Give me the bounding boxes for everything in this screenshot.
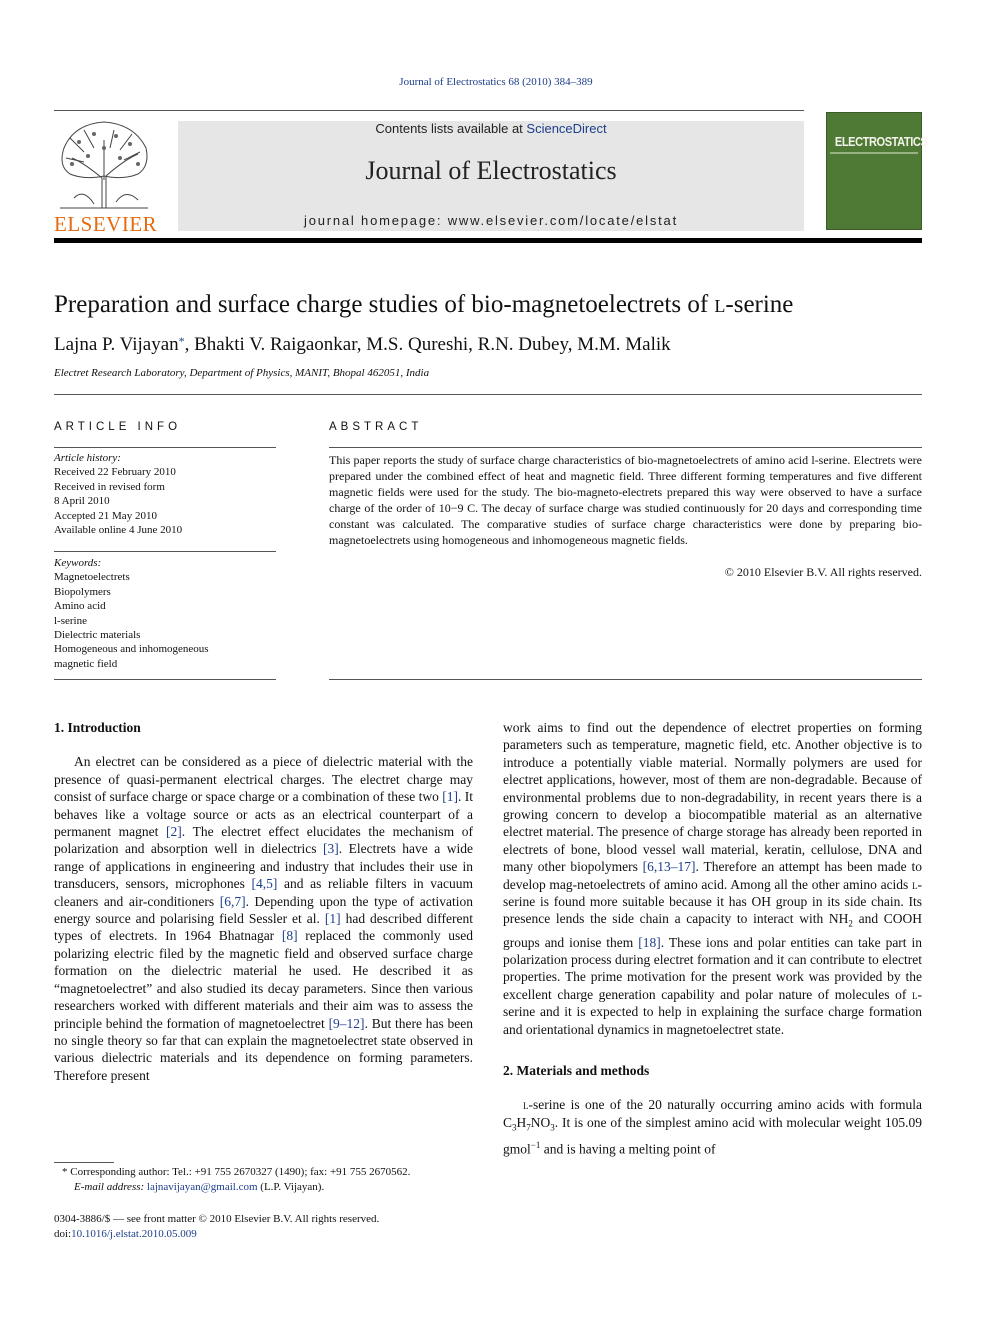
article-title: Preparation and surface charge studies of bio-magnetoelectrets of l-serine	[54, 291, 794, 318]
cover-decoration	[830, 152, 918, 154]
body-column-left	[54, 719, 473, 1084]
history-item: Accepted 21 May 2010	[54, 509, 157, 522]
journal-homepage[interactable]: journal homepage: www.elsevier.com/locate/elstat	[304, 213, 678, 228]
history-label: Article history:	[54, 452, 121, 464]
keyword: l-serine	[54, 614, 87, 627]
abstract-rule	[329, 447, 922, 448]
intro-paragraph-continued: work aims to find out the dependence of electret properties on forming parameters such as temperature, magnetic field, etc. Another objective is to introduce a potentially viable material. Normally polymers are used for electret applications, however, most of them are non-degradable. Because of environmental problems due to non-degradability, in recent years there is a growing concern to develop a biocompatible material as an alternative electret material. The presence of charge storage has already been reported in electrets of bone, blood vessel wall material, keratin, cellulose, DNA and many other biopolymers [6,13–17]. Therefore an attempt has been made to develop mag-netoelectrets of amino acid. Among all the other amino acids l-serine is found more suitable because it has OH group in its side chain. Its presence lends the side chain a capacity to interact with $NH_2$ and COOH groups and ionise them [18]. These ions and polar entities can take part in polarization process during electret formation and it can contribute to electret properties. The prime motivation for the present work was provided by the excellent charge generation capability and polar nature of molecules of l-serine and it is expected to help in explaining the surface charge formation and orientational dynamics in magnetoelectret state.	[503, 720, 923, 1037]
author-list: Lajna P. Vijayan*, Bhakti V. Raigaonkar, M.S. Qureshi, R.N. Dubey, M.M. Malik	[54, 334, 671, 355]
keyword: magnetic field	[54, 657, 118, 670]
methods-heading: 2. Materials and methods	[503, 1063, 650, 1078]
journal-cover-image	[826, 112, 928, 230]
keywords-label: Keywords:	[54, 557, 102, 569]
keyword: Dielectric materials	[54, 629, 141, 642]
doi-link[interactable]: 10.1016/j.elstat.2010.05.009	[71, 1228, 197, 1240]
issn-line: 0304-3886/$ — see front matter © 2010 Elsevier B.V. All rights reserved.	[54, 1213, 380, 1225]
contents-line: Contents lists available at ScienceDirect	[375, 121, 607, 136]
keywords-rule	[54, 551, 276, 552]
running-head[interactable]: Journal of Electrostatics 68 (2010) 384–389	[399, 76, 593, 88]
email-line: E-mail address: lajnavijayan@gmail.com (L.P. Vijayan).	[74, 1181, 325, 1193]
abstract-heading: ABSTRACT	[329, 421, 423, 433]
article-info-rule	[54, 447, 276, 448]
footnote-rule	[54, 1162, 114, 1163]
keyword: Homogeneous and inhomogeneous	[54, 643, 209, 656]
top-rule	[54, 110, 804, 111]
article-history	[54, 451, 276, 537]
cover-title: ELECTROSTATICS	[834, 134, 928, 149]
history-item: 8 April 2010	[54, 495, 110, 508]
email-link[interactable]: lajnavijayan@gmail.com	[146, 1181, 258, 1193]
keyword: Biopolymers	[54, 585, 111, 598]
bottom-meta	[54, 1212, 484, 1242]
history-item: Available online 4 June 2010	[54, 524, 183, 537]
intro-heading: 1. Introduction	[54, 720, 141, 735]
doi-line: doi:10.1016/j.elstat.2010.05.009	[54, 1228, 197, 1240]
keywords-list	[54, 556, 276, 671]
journal-name: Journal of Electrostatics	[365, 156, 617, 185]
footnote	[54, 1165, 484, 1195]
sciencedirect-link[interactable]: ScienceDirect	[526, 121, 607, 136]
abstract-bottom-rule	[329, 679, 922, 680]
article-info-bottom-rule	[54, 679, 276, 680]
affiliation: Electret Research Laboratory, Department of Physics, MANIT, Bhopal 462051, India	[54, 367, 430, 379]
history-item: Received 22 February 2010	[54, 466, 176, 479]
header-rule	[54, 238, 922, 243]
copyright-line: © 2010 Elsevier B.V. All rights reserved.	[724, 565, 922, 579]
keyword: Amino acid	[54, 600, 106, 613]
corresponding-author-note: * Corresponding author: Tel.: +91 755 2670327 (1490); fax: +91 755 2670562.	[62, 1166, 411, 1178]
abstract-text: This paper reports the study of surface charge characteristics of bio-magnetoelectrets of amino acid l-serine. Electrets were prepared under the combined effect of heat and magnetic field. Three different forming temperatures and five different magnetic fields were used for the study. The bio-magneto-electrets prepared this way were observed to have a surface charge of the order of 10−9 C. The decay of surface charge was studied continuously for 20 days and corresponding time constant was calculated. The comparative studies of surface charge characteristics were done by preparing bio-magnetoelectrets using homogeneous and inhomogeneous magnetic fields.	[329, 453, 922, 547]
intro-paragraph: An electret can be considered as a piece of dielectric material with the presence of quasi-permanent electrical charges. The electret charge may consist of surface charge or space charge or a combination of these two [1]. It behaves like a voltage source or acts as an electrical counterpart of a permanent magnet [2]. The electret effect elucidates the mechanism of polarization and absorption well in dielectrics [3]. Electrets have a wide range of applications in engineering and industry that includes their use in transducers, sensors, microphones [4,5] and as reliable filters in vacuum cleaners and air-conditioners [6,7]. Depending upon the type of activation energy source and polarising field Sessler et al. [1] had described different types of electrets. In 1964 Bhatnagar [8] replaced the commonly used polarizing electric filed by the magnetic field and observed surface charge formation on the dielectric material he used. He described it as “magnetoelectret” and also studied its decay parameters. Since then various researchers worked with different materials and their aim was to assess the principle behind the formation of magnetoelectret [9–12]. But there has been no single theory so far that can explain the magnetoelectret state observed in various dielectric materials and its dependence on forming parameters. Therefore present	[54, 754, 474, 1083]
article-info-heading: ARTICLE INFO	[54, 421, 182, 433]
history-item: Received in revised form	[54, 480, 165, 493]
methods-paragraph: l-serine is one of the 20 naturally occurring amino acids with formula $C_3H_7NO_3$. It is one of the simplest amino acid with molecular weight 105.09 gmol$^{-1}$ and is having a melting point of	[503, 1097, 922, 1157]
elsevier-wordmark: ELSEVIER	[54, 212, 158, 236]
corresponding-author-mark[interactable]: *	[178, 334, 185, 348]
body-column-right	[503, 719, 922, 1158]
title-rule	[54, 394, 922, 395]
keyword: Magnetoelectrets	[54, 571, 130, 584]
